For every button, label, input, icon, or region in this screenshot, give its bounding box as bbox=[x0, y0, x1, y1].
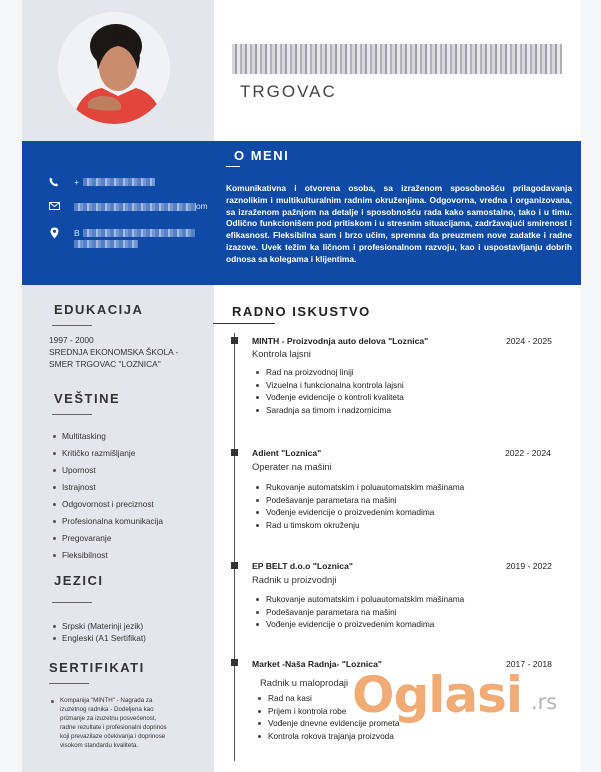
list-item: Kontrola rokova trajanja proizvoda bbox=[256, 730, 399, 743]
languages-list bbox=[52, 621, 146, 645]
list-item: Podešavanje parametara na mašini bbox=[254, 494, 464, 507]
phone-redacted bbox=[83, 178, 155, 186]
timeline-marker bbox=[231, 449, 238, 456]
job-dates: 2022 - 2024 bbox=[505, 448, 551, 458]
job-duties bbox=[254, 366, 404, 416]
contact-address bbox=[48, 227, 80, 239]
list-item: Saradnja sa timom i nadzornicima bbox=[254, 404, 404, 417]
certificates-list bbox=[50, 696, 216, 750]
email-suffix: om bbox=[196, 201, 208, 211]
about-title: O MENI bbox=[234, 148, 290, 163]
experience-title: RADNO ISKUSTVO bbox=[232, 304, 371, 319]
timeline-marker bbox=[231, 562, 238, 569]
languages-title: JEZICI bbox=[54, 573, 104, 588]
timeline-marker bbox=[231, 659, 238, 666]
list-item: Vođenje dnevne evidencije prometa bbox=[256, 717, 399, 730]
job-role: Operater na mašini bbox=[252, 461, 332, 472]
contact-email bbox=[48, 200, 60, 212]
list-item: Rukovanje automatskim i poluautomatskim mašinama bbox=[254, 481, 464, 494]
list-item: Vođenje evidencije o kontroli kvaliteta bbox=[254, 391, 404, 404]
skills-title: VEŠTINE bbox=[54, 391, 121, 406]
phone-icon bbox=[48, 176, 60, 188]
list-item: Istrajnost bbox=[52, 482, 163, 499]
job-company: Market -Naša Radnja- "Loznica" bbox=[252, 659, 382, 669]
list-item: Vođenje evidencije o proizvedenim komadima bbox=[254, 506, 464, 519]
list-item: Engleski (A1 Sertifikat) bbox=[52, 633, 146, 645]
list-item: Kritičko razmišljanje bbox=[52, 448, 163, 465]
job-role: Radnik u proizvodnji bbox=[252, 574, 337, 585]
address-value: B bbox=[74, 228, 80, 238]
education-school-line1: SREDNJA EKONOMSKA ŠKOLA - bbox=[49, 347, 179, 357]
list-item: Fleksibilnost bbox=[52, 550, 163, 567]
job-dates: 2024 - 2025 bbox=[506, 336, 552, 346]
experience-title-underline bbox=[213, 323, 275, 324]
job-dates: 2019 - 2022 bbox=[506, 561, 552, 571]
list-item: Rad na kasi bbox=[256, 692, 399, 705]
education-title: EDUKACIJA bbox=[54, 302, 144, 317]
list-item: Podešavanje parametara na mašini bbox=[254, 606, 464, 619]
email-redacted bbox=[74, 203, 196, 211]
mail-icon bbox=[48, 200, 60, 212]
job-title: TRGOVAC bbox=[240, 82, 337, 101]
list-item: Rad u timskom okruženju bbox=[254, 519, 464, 532]
watermark-suffix: .rs bbox=[531, 690, 558, 714]
list-item: Prijem i kontrola robe bbox=[256, 705, 399, 718]
list-item: Profesionalna komunikacija bbox=[52, 516, 163, 533]
skills-rule bbox=[52, 414, 92, 415]
job-duties bbox=[254, 481, 464, 531]
timeline-marker bbox=[231, 337, 238, 344]
watermark-logo: Oglasi bbox=[352, 666, 523, 724]
about-title-underline bbox=[226, 166, 240, 167]
profile-photo bbox=[58, 12, 170, 124]
job-duties bbox=[254, 593, 464, 631]
timeline-line bbox=[234, 333, 235, 761]
education-school-line2: SMER TRGOVAC "LOZNICA" bbox=[49, 359, 161, 369]
list-item: Kompanija "MINTH" - Nagrada za izuzetnog radnika - Dodeljena kao priznanje za izuzetnu posvećenost, radne rezultate i profesionalni doprinos koji prevazilaze očekivanja i doprinose visokom standardu kvaliteta. bbox=[50, 696, 216, 750]
list-item: Vizuelna i funkcionalna kontrola lajsni bbox=[254, 379, 404, 392]
job-role: Radnik u maloprodaji bbox=[260, 677, 349, 688]
job-company: EP BELT d.o.o "Loznica" bbox=[252, 561, 353, 571]
list-item: Multitasking bbox=[52, 431, 163, 448]
address-redacted-2 bbox=[74, 240, 138, 248]
list-item: Upornost bbox=[52, 465, 163, 482]
job-dates: 2017 - 2018 bbox=[506, 659, 552, 669]
skills-list bbox=[52, 431, 163, 567]
list-item: Pregovaranje bbox=[52, 533, 163, 550]
location-pin-icon bbox=[48, 227, 60, 239]
address-redacted-1 bbox=[83, 229, 195, 237]
phone-value: + bbox=[74, 177, 79, 187]
job-company: MINTH - Proizvodnja auto delova "Loznica" bbox=[252, 336, 429, 346]
list-item: Vođenje evidencije o proizvedenim komadima bbox=[254, 618, 464, 631]
list-item: Rad na proizvodnoj liniji bbox=[254, 366, 404, 379]
contact-phone bbox=[48, 176, 79, 188]
list-item: Rukovanje automatskim i poluautomatskim mašinama bbox=[254, 593, 464, 606]
list-item: Odgovornost i preciznost bbox=[52, 499, 163, 516]
education-rule bbox=[52, 325, 92, 326]
certificates-title: SERTIFIKATI bbox=[49, 660, 145, 675]
job-company: Adient "Loznica" bbox=[252, 448, 322, 458]
certificates-rule bbox=[49, 683, 89, 684]
list-item: Srpski (Materinji jezik) bbox=[52, 621, 146, 633]
languages-rule bbox=[52, 602, 92, 603]
about-text: Komunikativna i otvorena osoba, sa izraženom sposobnošću prilagodavanja raznolikim i multikulturalnim radnim okruženjima. Odgovorna, vredna i organizovana, sa izraženom pažnjom na detalje i sposobnošću rada kako samostalno, tako i u timu. Odlično funkcionišem pod pritiskom i u stresnim situacijama, zadržavajući smirenost i efikasnost. Fleksibilna sam i brzo učim, spremna da preuzmem nove zadatke i radne izazove. Uvek težim ka ličnom i profesionalnom razvoju, kao i uspostavljanju dobrih odnosa sa kolegama i klijentima. bbox=[226, 183, 572, 264]
job-role: Kontrola lajsni bbox=[252, 348, 311, 359]
education-years: 1997 - 2000 bbox=[49, 335, 94, 345]
name-redacted bbox=[232, 44, 562, 74]
